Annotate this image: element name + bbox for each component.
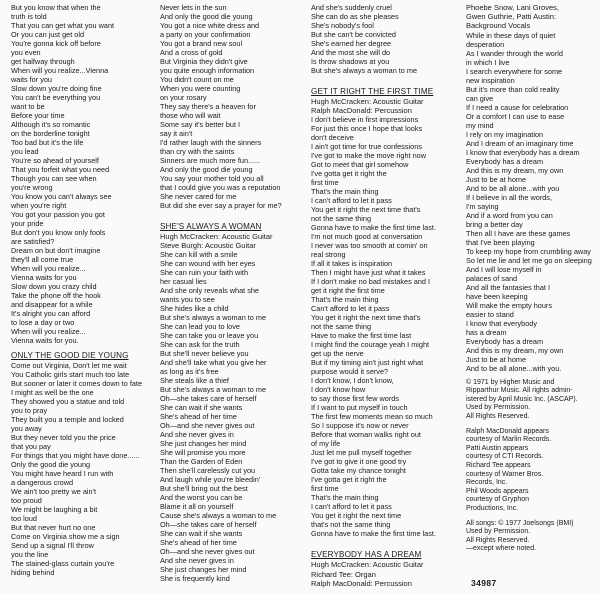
lyric-line: Gonna have to make the first time last. bbox=[311, 529, 436, 539]
lyric-line: Blame it all on yourself bbox=[160, 502, 234, 512]
lyric-line: It's alright you can afford bbox=[11, 309, 91, 318]
lyric-line: You can't be everything you bbox=[11, 93, 101, 102]
lyric-line: You Catholic girls start much too late bbox=[11, 370, 130, 379]
lyric-line: Can't afford to let it pass bbox=[311, 304, 390, 314]
lyric-line: Used by Permission. bbox=[466, 404, 531, 412]
lyric-line: Ralph MacDonald: Percussion bbox=[311, 106, 412, 116]
lyric-line: I can't afford to let it pass bbox=[311, 196, 392, 206]
lyric-line: of my life bbox=[311, 439, 341, 449]
lyric-line: Phil Woods appears bbox=[466, 487, 529, 495]
lyric-line: Hugh McCracken: Acoustic Guitar bbox=[311, 97, 424, 106]
lyric-line: Then all I have are these games bbox=[466, 228, 571, 238]
lyric-line: Slow down you're doing fine bbox=[11, 84, 102, 93]
copyright-notice-1 bbox=[466, 379, 596, 422]
lyric-line: She can lead you to love bbox=[160, 322, 240, 332]
lyric-line: bring a better day bbox=[466, 219, 523, 229]
lyric-line: first time bbox=[311, 178, 339, 188]
lyric-line: Or you can just get old bbox=[11, 30, 85, 39]
lyric-line: If I want to put myself in touch bbox=[311, 403, 408, 413]
lyric-line: You didn't count on me bbox=[160, 75, 234, 84]
lyric-line: That you forfeit what you need bbox=[11, 165, 110, 174]
lyric-line: on your rosary bbox=[160, 93, 207, 102]
lyric-line: If all it takes is inspiration bbox=[311, 259, 393, 269]
lyric-line: And the worst you can be bbox=[160, 493, 243, 503]
lyric-line: and disappear for a while bbox=[11, 300, 93, 309]
lyric-line: You got a brand new soul bbox=[160, 39, 243, 48]
lyric-line: they'll all come true bbox=[11, 255, 74, 264]
lyric-line: Oh—she takes care of herself bbox=[160, 394, 257, 404]
lyric-line: All Rights Reserved. bbox=[466, 536, 530, 544]
lyric-line: She hides like a child bbox=[160, 304, 229, 314]
lyric-line: Gotta take my chance tonight bbox=[311, 466, 406, 476]
lyric-line: than cry with the saints bbox=[160, 147, 235, 156]
lyric-line: While in these days of quiet bbox=[466, 30, 556, 40]
lyric-line: Cause she's always a woman to me bbox=[160, 511, 277, 521]
lyric-line: She is frequently kind bbox=[160, 574, 230, 584]
lyric-line: courtesy of Warner Bros. bbox=[466, 470, 544, 478]
lyric-line: Richard Tee: Organ bbox=[311, 569, 376, 579]
lyric-line: © 1971 by Higher Music and bbox=[466, 378, 555, 386]
lyric-line: have been keeping bbox=[466, 291, 528, 301]
lyric-line: You're so ahead of yourself bbox=[11, 156, 99, 165]
lyric-line: that's not the same thing bbox=[311, 520, 391, 530]
lyric-line: as long as it's free bbox=[160, 367, 219, 377]
lyric-line: Dream on but don't imagine bbox=[11, 246, 101, 255]
lyric-line: not the same thing bbox=[311, 214, 372, 224]
lyric-line: you away bbox=[11, 424, 42, 433]
lyric-line: And only the good die young bbox=[160, 165, 253, 174]
lyric-line: get up the nerve bbox=[311, 349, 364, 359]
lyric-line: And to be all alone...with you bbox=[466, 183, 560, 193]
lyric-line: I've gotta get it right the bbox=[311, 169, 387, 179]
lyric-line: are satisfied? bbox=[11, 237, 55, 246]
lyrics-column-2 bbox=[160, 3, 298, 583]
lyric-line: And a cross of gold bbox=[160, 48, 223, 57]
lyric-line: And she never gives in bbox=[160, 430, 234, 440]
lyric-line: But she'll never believe you bbox=[160, 349, 249, 359]
lyric-line: Take the phone off the hook bbox=[11, 291, 101, 300]
lyric-line: That you can get what you want bbox=[11, 21, 115, 30]
lyric-line: And she'll take what you give her bbox=[160, 358, 267, 368]
lyric-line: We ain't too pretty we ain't bbox=[11, 487, 96, 496]
lyric-line: I've got to make the move right now bbox=[311, 151, 426, 161]
lyric-line: She can wound with her eyes bbox=[160, 259, 256, 269]
lyric-line: She just changes her mind bbox=[160, 439, 247, 449]
lyric-line: I don't know how bbox=[311, 385, 366, 395]
lyric-line: I rely on my imagination bbox=[466, 129, 544, 139]
lyric-line: Have to make the first time last bbox=[311, 331, 412, 341]
lyric-line: Used by Permission. bbox=[466, 528, 531, 536]
lyric-line: her casual lies bbox=[160, 277, 207, 287]
lyric-line: Gonna have to make the first time last. bbox=[311, 223, 436, 233]
lyric-line: Though you can see when bbox=[11, 174, 97, 183]
lyric-line: But they never told you the price bbox=[11, 433, 116, 442]
lyrics-column-3 bbox=[311, 3, 451, 588]
lyric-line: Or a comfort I can use to ease bbox=[466, 111, 565, 121]
lyric-line: I'm saying bbox=[466, 201, 499, 211]
lyric-line: Only the good die young bbox=[11, 460, 91, 469]
shes-always-a-woman-lyrics bbox=[160, 250, 298, 583]
lyric-line: not the same thing bbox=[311, 322, 372, 332]
lyric-line: purpose would it serve? bbox=[311, 367, 389, 377]
copyright-notice-2 bbox=[466, 520, 596, 554]
lyric-line: Is throw shadows at you bbox=[311, 57, 390, 66]
lyric-line: She's ahead of her time bbox=[160, 412, 237, 422]
lyric-line: She can do as she pleases bbox=[311, 12, 399, 21]
lyric-line: I might as well be the one bbox=[11, 388, 94, 397]
lyric-line: She can ruin your faith with bbox=[160, 268, 249, 278]
lyric-line: easier to stand bbox=[466, 309, 514, 319]
lyric-line: on the borderline tonight bbox=[11, 129, 90, 138]
lyric-line: But Virginia they didn't give bbox=[160, 57, 248, 66]
lyric-line: When will you realize... bbox=[11, 327, 86, 336]
song-title-get-it-right-the-first-time: GET IT RIGHT THE FIRST TIME bbox=[311, 87, 434, 96]
song-title-only-the-good-die-young: ONLY THE GOOD DIE YOUNG bbox=[11, 351, 129, 360]
lyric-line: She will promise you more bbox=[160, 448, 246, 458]
lyric-line: Richard Tee appears bbox=[466, 461, 531, 469]
lyric-line: that I've been playing bbox=[466, 237, 535, 247]
lyric-line: But don't you know only fools bbox=[11, 228, 106, 237]
lyric-line: my mind bbox=[466, 120, 494, 130]
lyric-line: Before your time bbox=[11, 111, 65, 120]
lyrics-column-4 bbox=[466, 3, 596, 554]
song-title-shes-always-a-woman: SHE'S ALWAYS A WOMAN bbox=[160, 222, 262, 231]
lyric-line: Although it's so romantic bbox=[11, 120, 91, 129]
lyric-line: But did she ever say a prayer for me? bbox=[160, 201, 282, 210]
lyric-line: Sinners are much more fun...... bbox=[160, 156, 261, 165]
lyric-line: You got a nice white dress and bbox=[160, 21, 260, 30]
lyric-line: I ain't got time for true confessions bbox=[311, 142, 422, 152]
lyric-line: Send up a signal I'll throw bbox=[11, 541, 94, 550]
lyric-line: get halfway through bbox=[11, 57, 75, 66]
lyric-line: Ripparthur Music. All rights admin- bbox=[466, 387, 573, 395]
catalog-number: 34987 bbox=[471, 578, 497, 588]
lyric-line: If I need a cause for celebration bbox=[466, 102, 569, 112]
lyric-line: to lose a day or two bbox=[11, 318, 75, 327]
lyric-line: Too bad but it's the life bbox=[11, 138, 84, 147]
lyric-line: truth is told bbox=[11, 12, 47, 21]
lyric-line: I've got to give it one good try bbox=[311, 457, 407, 467]
shes-always-a-woman-credits bbox=[160, 232, 298, 250]
lyric-line: You got your passion you got bbox=[11, 210, 105, 219]
lyric-line: Just to be at home bbox=[466, 354, 527, 364]
lyric-line: a party on your confirmation bbox=[160, 30, 251, 39]
lyric-line: And I dream of an imaginary time bbox=[466, 138, 574, 148]
lyric-line: I might find the courage yeah I might bbox=[311, 340, 430, 350]
lyric-line: Phoebe Snow, Lani Groves, bbox=[466, 3, 559, 12]
lyric-line: Everybody has a dream bbox=[466, 156, 544, 166]
lyric-line: Records, Inc. bbox=[466, 479, 508, 487]
lyric-line: And the most she will do bbox=[311, 48, 391, 57]
lyric-line: You're gonna kick off before bbox=[11, 39, 101, 48]
lyric-line: has a dream bbox=[466, 327, 507, 337]
lyric-line: She can wait if she wants bbox=[160, 403, 243, 413]
lyric-line: you to pray bbox=[11, 406, 48, 415]
get-it-right-lyrics bbox=[311, 115, 451, 538]
lyric-line: get it right the first time bbox=[311, 286, 385, 296]
lyric-line: can give bbox=[466, 93, 494, 103]
lyric-line: Hugh McCracken: Acoustic Guitar bbox=[311, 560, 424, 570]
lyric-line: you're wrong bbox=[11, 183, 53, 192]
lyric-line: You get it right the next time that's bbox=[311, 205, 421, 215]
lyric-line: She's earned her degree bbox=[311, 39, 392, 48]
everybody-has-a-dream-credits bbox=[311, 560, 451, 588]
lyric-line: Some say it's better but I bbox=[160, 120, 241, 129]
lyric-line: And if a word from you can bbox=[466, 210, 553, 220]
lyric-line: Oh—she takes care of herself bbox=[160, 520, 257, 530]
lyric-line: That's the main thing bbox=[311, 493, 379, 503]
lyric-line: But if my timing ain't just right what bbox=[311, 358, 424, 368]
lyric-line: that I could give you was a reputation bbox=[160, 183, 281, 192]
lyric-line: your pride bbox=[11, 219, 44, 228]
lyric-line: They say there's a heaven for bbox=[160, 102, 256, 111]
lyric-line: Patti Austin appears bbox=[466, 444, 529, 452]
lyric-line: You might have heard I run with bbox=[11, 469, 114, 478]
lyric-line: Vienna waits for you. bbox=[11, 336, 79, 345]
lyric-line: you quite enough information bbox=[160, 66, 255, 75]
lyric-line: Ralph MacDonald appears bbox=[466, 427, 549, 435]
lyric-line: She never cared for me bbox=[160, 192, 237, 201]
lyric-line: So I suppose it's now or never bbox=[311, 421, 409, 431]
background-vocals-credits bbox=[466, 3, 596, 31]
lyric-line: But sooner or later it comes down to fate bbox=[11, 379, 143, 388]
lyric-line: you the line bbox=[11, 550, 49, 559]
lyric-line: courtesy of Marlin Records. bbox=[466, 436, 552, 444]
lyric-line: istered by April Music Inc. (ASCAP). bbox=[466, 395, 578, 403]
lyric-line: wants you to see bbox=[160, 295, 215, 305]
lyric-line: But she can't be convicted bbox=[311, 30, 396, 39]
everybody-has-a-dream-lyrics bbox=[466, 31, 596, 373]
lyric-line: Slow down you crazy child bbox=[11, 282, 97, 291]
lyric-line: And she only reveals what she bbox=[160, 286, 259, 296]
lyric-line: The first few moments mean so much bbox=[311, 412, 433, 422]
lyric-line: I don't know, I don't know, bbox=[311, 376, 394, 386]
lyric-line: I never was too smooth at comin' on bbox=[311, 241, 428, 251]
lyric-line: But she'll bring out the best bbox=[160, 484, 248, 494]
lyric-line: They built you a temple and locked bbox=[11, 415, 124, 424]
lyric-line: But you know that when the bbox=[11, 3, 101, 12]
lyric-line: Just to be at home bbox=[466, 174, 527, 184]
lyric-line: that you pay bbox=[11, 442, 51, 451]
lyric-line: Got to meet that girl somehow bbox=[311, 160, 409, 170]
lyric-line: Before that woman walks right out bbox=[311, 430, 421, 440]
lyric-line: Hugh McCracken: Acoustic Guitar bbox=[160, 232, 273, 241]
lyric-line: I'd rather laugh with the sinners bbox=[160, 138, 262, 147]
lyric-line: new inspiration bbox=[466, 75, 515, 85]
lyric-line: —except where noted. bbox=[466, 545, 537, 553]
lyric-line: Background Vocals bbox=[466, 21, 531, 31]
lyric-line: For just this once I hope that looks bbox=[311, 124, 423, 134]
lyric-line: And she never gives in bbox=[160, 556, 234, 566]
lyric-line: That's the main thing bbox=[311, 187, 379, 197]
vienna-lyrics bbox=[11, 3, 146, 345]
lyric-line: I'm not much good at conversation bbox=[311, 232, 423, 242]
lyric-line: And only the good die young bbox=[160, 12, 253, 21]
lyric-line: waits for you bbox=[11, 75, 52, 84]
lyric-line: want to be bbox=[11, 102, 45, 111]
lyric-line: Will make the empty hours bbox=[466, 300, 552, 310]
lyric-line: You get it right the next time bbox=[311, 511, 402, 521]
lyric-line: courtesy of CTI Records. bbox=[466, 453, 544, 461]
lyric-line: too loud bbox=[11, 514, 37, 523]
lyric-line: She steals like a thief bbox=[160, 376, 229, 386]
lyric-line: Productions, Inc. bbox=[466, 504, 519, 512]
lyric-line: You know you can't always see bbox=[11, 192, 112, 201]
lyric-line: Than the Garden of Eden bbox=[160, 457, 243, 467]
lyric-line: Come on Virginia show me a sign bbox=[11, 532, 120, 541]
lyric-line: I don't believe in first impressions bbox=[311, 115, 419, 125]
lyric-line: Come out Virginia, Don't let me wait bbox=[11, 361, 127, 370]
lyric-line: Then she'll carelessly cut you bbox=[160, 466, 256, 476]
lyric-line: If I don't make no bad mistakes and I bbox=[311, 277, 431, 287]
lyric-line: I've gotta get it right the bbox=[311, 475, 387, 485]
lyric-line: say it ain't bbox=[160, 129, 193, 138]
lyric-line: And all the fantasies that I bbox=[466, 282, 550, 292]
lyric-line: I search everywhere for some bbox=[466, 66, 563, 76]
lyric-line: I know that everybody has a dream bbox=[466, 147, 580, 157]
lyric-line: hiding behind bbox=[11, 568, 55, 577]
lyric-line: a dangerous crowd bbox=[11, 478, 74, 487]
lyric-line: And this is my dream, my own bbox=[466, 165, 564, 175]
lyric-line: Everybody has a dream bbox=[466, 336, 544, 346]
lyric-line: Just let me pull myself together bbox=[311, 448, 412, 458]
lyric-line: to say those first few words bbox=[311, 394, 400, 404]
lyric-line: And this is my dream, my own bbox=[466, 345, 564, 355]
lyric-line: If I believe in all the words, bbox=[466, 192, 552, 202]
lyric-line: But she's always a woman to me bbox=[311, 66, 418, 75]
lyric-line: All songs: © 1977 Joelsongs (BMI) bbox=[466, 519, 574, 527]
lyric-line: The stained-glass curtain you're bbox=[11, 559, 115, 568]
lyric-line: She's ahead of her time bbox=[160, 538, 237, 548]
lyric-line: She can ask for the truth bbox=[160, 340, 240, 350]
lyric-line: when you're right bbox=[11, 201, 67, 210]
lyric-line: you lead bbox=[11, 147, 39, 156]
lyric-line: courtesy of Gryphon bbox=[466, 496, 530, 504]
lyric-line: To keep my hope from crumbling away bbox=[466, 246, 591, 256]
lyric-line: For things that you might have done...... bbox=[11, 451, 140, 460]
lyric-line: first time bbox=[311, 484, 339, 494]
lyric-line: That's the main thing bbox=[311, 295, 379, 305]
lyric-line: But she's always a woman to me bbox=[160, 385, 267, 395]
lyric-line: palaces of sand bbox=[466, 273, 518, 283]
lyric-line: Oh—and she never gives out bbox=[160, 421, 255, 431]
lyric-line: And laugh while you're bleedin' bbox=[160, 475, 261, 485]
lyric-line: Vienna waits for you bbox=[11, 273, 77, 282]
only-the-good-die-young-lyrics bbox=[11, 361, 146, 577]
get-it-right-credits bbox=[311, 97, 451, 115]
lyric-line: She can wait if she wants bbox=[160, 529, 243, 539]
lyric-line: Then I might have just what it takes bbox=[311, 268, 426, 278]
lyric-line: She just changes her mind bbox=[160, 565, 247, 575]
lyric-line: As I wander through the world bbox=[466, 48, 563, 58]
lyric-line: don't deceive bbox=[311, 133, 354, 143]
lyric-line: you even bbox=[11, 48, 41, 57]
lyric-line: real strong bbox=[311, 250, 346, 260]
shes-always-a-woman-lyrics-cont bbox=[311, 3, 451, 75]
appearance-courtesy-notes bbox=[466, 428, 596, 514]
lyric-line: She can take you or leave you bbox=[160, 331, 259, 341]
lyric-line: When you were counting bbox=[160, 84, 241, 93]
lyric-line: She can kill with a smile bbox=[160, 250, 238, 260]
lyric-line: But she's always a woman to me bbox=[160, 313, 267, 323]
lyric-line: I can't afford to let it pass bbox=[311, 502, 392, 512]
lyric-line: But that never hurt no one bbox=[11, 523, 96, 532]
lyric-line: Never lets in the sun bbox=[160, 3, 227, 12]
lyric-line: Gwen Guthrie, Patti Austin: bbox=[466, 12, 557, 22]
lyric-line: You get it right the next time that's bbox=[311, 313, 421, 323]
lyric-line: And she's suddenly cruel bbox=[311, 3, 392, 12]
lyric-line: in which I live bbox=[466, 57, 510, 67]
lyric-line: Steve Burgh: Acoustic Guitar bbox=[160, 241, 256, 251]
lyric-line: They showed you a statue and told bbox=[11, 397, 125, 406]
lyric-line: desperation bbox=[466, 39, 505, 49]
lyric-line: When will you realize...Vienna bbox=[11, 66, 109, 75]
lyric-line: Ralph MacDonald: Percussion bbox=[311, 578, 412, 588]
lyric-line: When will you realize... bbox=[11, 264, 86, 273]
lyric-line: You say your mother told you all bbox=[160, 174, 264, 183]
lyric-line: Oh—and she never gives out bbox=[160, 547, 255, 557]
lyric-line: too proud bbox=[11, 496, 42, 505]
lyric-line: those who will wait bbox=[160, 111, 221, 120]
song-title-everybody-has-a-dream: EVERYBODY HAS A DREAM bbox=[311, 550, 422, 560]
lyric-line: All Rights Reserved. bbox=[466, 412, 530, 420]
only-the-good-die-young-lyrics-cont bbox=[160, 3, 298, 210]
lyrics-column-1 bbox=[11, 3, 146, 577]
lyric-line: I know that everybody bbox=[466, 318, 537, 328]
lyric-line: And to be all alone...with you. bbox=[466, 363, 562, 373]
lyric-line: She's nobody's fool bbox=[311, 21, 374, 30]
lyric-line: But it's more than cold reality bbox=[466, 84, 560, 94]
lyric-line: So let me lie and let me go on sleeping bbox=[466, 255, 592, 265]
lyric-line: And I will lose myself in bbox=[466, 264, 542, 274]
lyric-line: We might be laughing a bit bbox=[11, 505, 98, 514]
